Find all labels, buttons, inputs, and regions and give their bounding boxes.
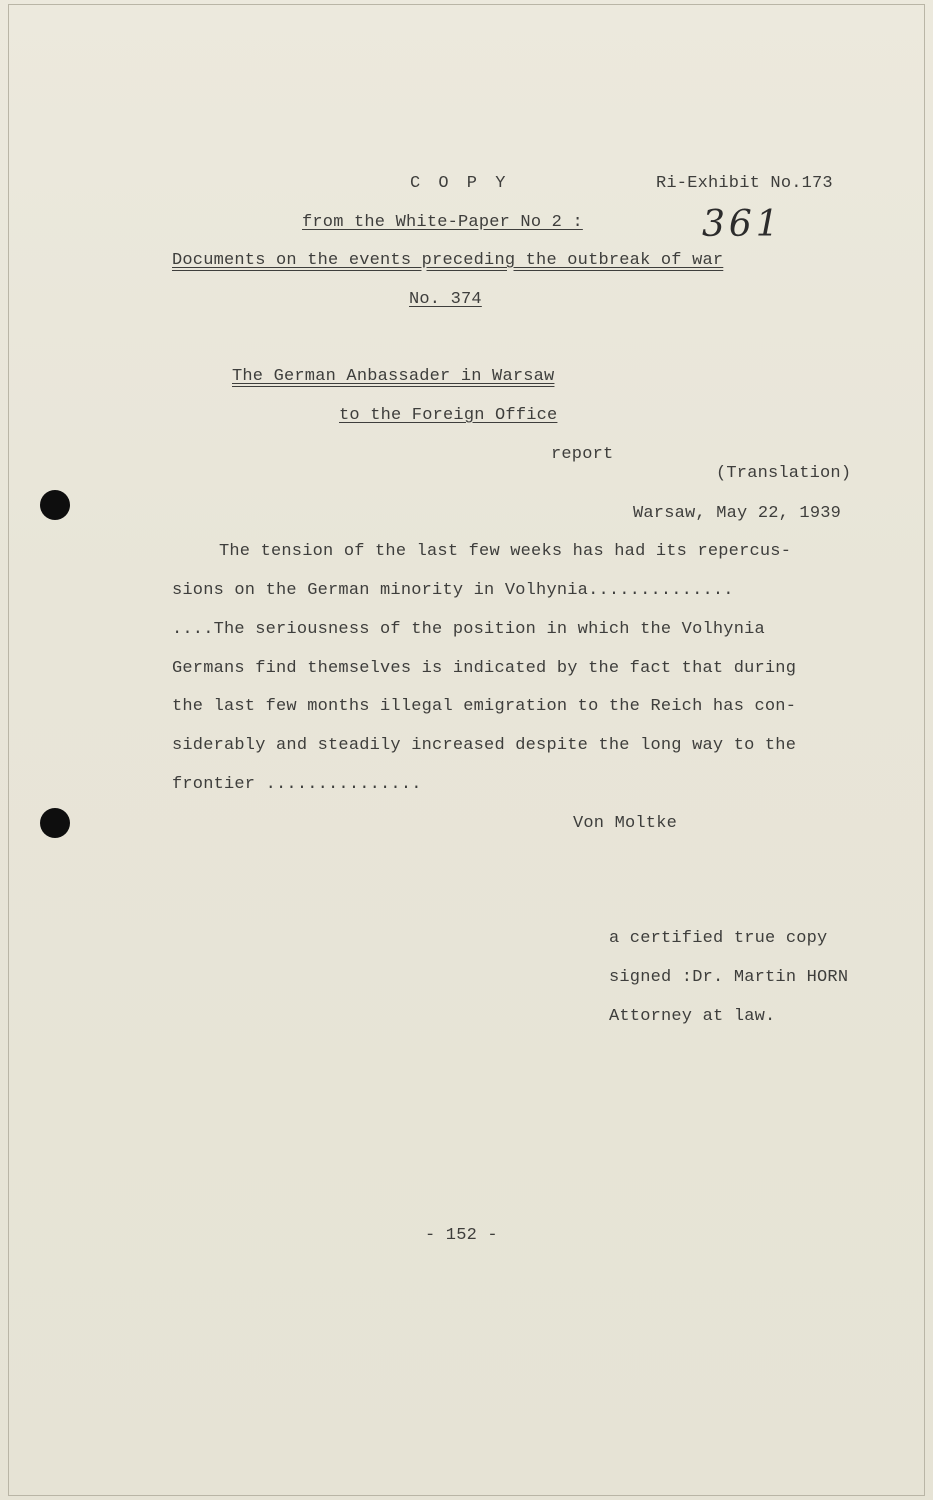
documents-line: Documents on the events preceding the outbreak of war xyxy=(172,251,724,270)
body-line-6: siderably and steadily increased despite the long way to the xyxy=(172,736,797,755)
source-line: from the White-Paper No 2 : xyxy=(302,213,583,232)
copy-label: C O P Y xyxy=(410,174,510,193)
exhibit-number: Ri-Exhibit No.173 xyxy=(656,174,833,193)
page-number: - 152 - xyxy=(425,1226,498,1245)
handwritten-number: 361 xyxy=(702,204,783,245)
place-date: Warsaw, May 22, 1939 xyxy=(633,504,842,523)
signature: Von Moltke xyxy=(573,814,678,833)
report-label: report xyxy=(551,445,614,464)
punch-hole-bottom xyxy=(40,808,70,838)
certification-line-1: a certified true copy xyxy=(609,929,828,948)
body-line-4: Germans find themselves is indicated by the fact that during xyxy=(172,659,797,678)
body-line-5: the last few months illegal emigration to the Reich has con- xyxy=(172,697,797,716)
translation-label: (Translation) xyxy=(716,464,852,483)
body-line-7: frontier ............... xyxy=(172,775,422,794)
body-line-2: sions on the German minority in Volhynia.............. xyxy=(172,581,734,600)
punch-hole-top xyxy=(40,490,70,520)
title-line-2: to the Foreign Office xyxy=(339,406,558,425)
certification-line-2: signed :Dr. Martin HORN xyxy=(609,968,849,987)
body-line-3: ....The seriousness of the position in which the Volhynia xyxy=(172,620,765,639)
certification-line-3: Attorney at law. xyxy=(609,1007,776,1026)
document-number: No. 374 xyxy=(409,290,482,309)
title-line-1: The German Anbassader in Warsaw xyxy=(232,367,555,386)
body-line-1: The tension of the last few weeks has had its repercus- xyxy=(219,542,792,561)
